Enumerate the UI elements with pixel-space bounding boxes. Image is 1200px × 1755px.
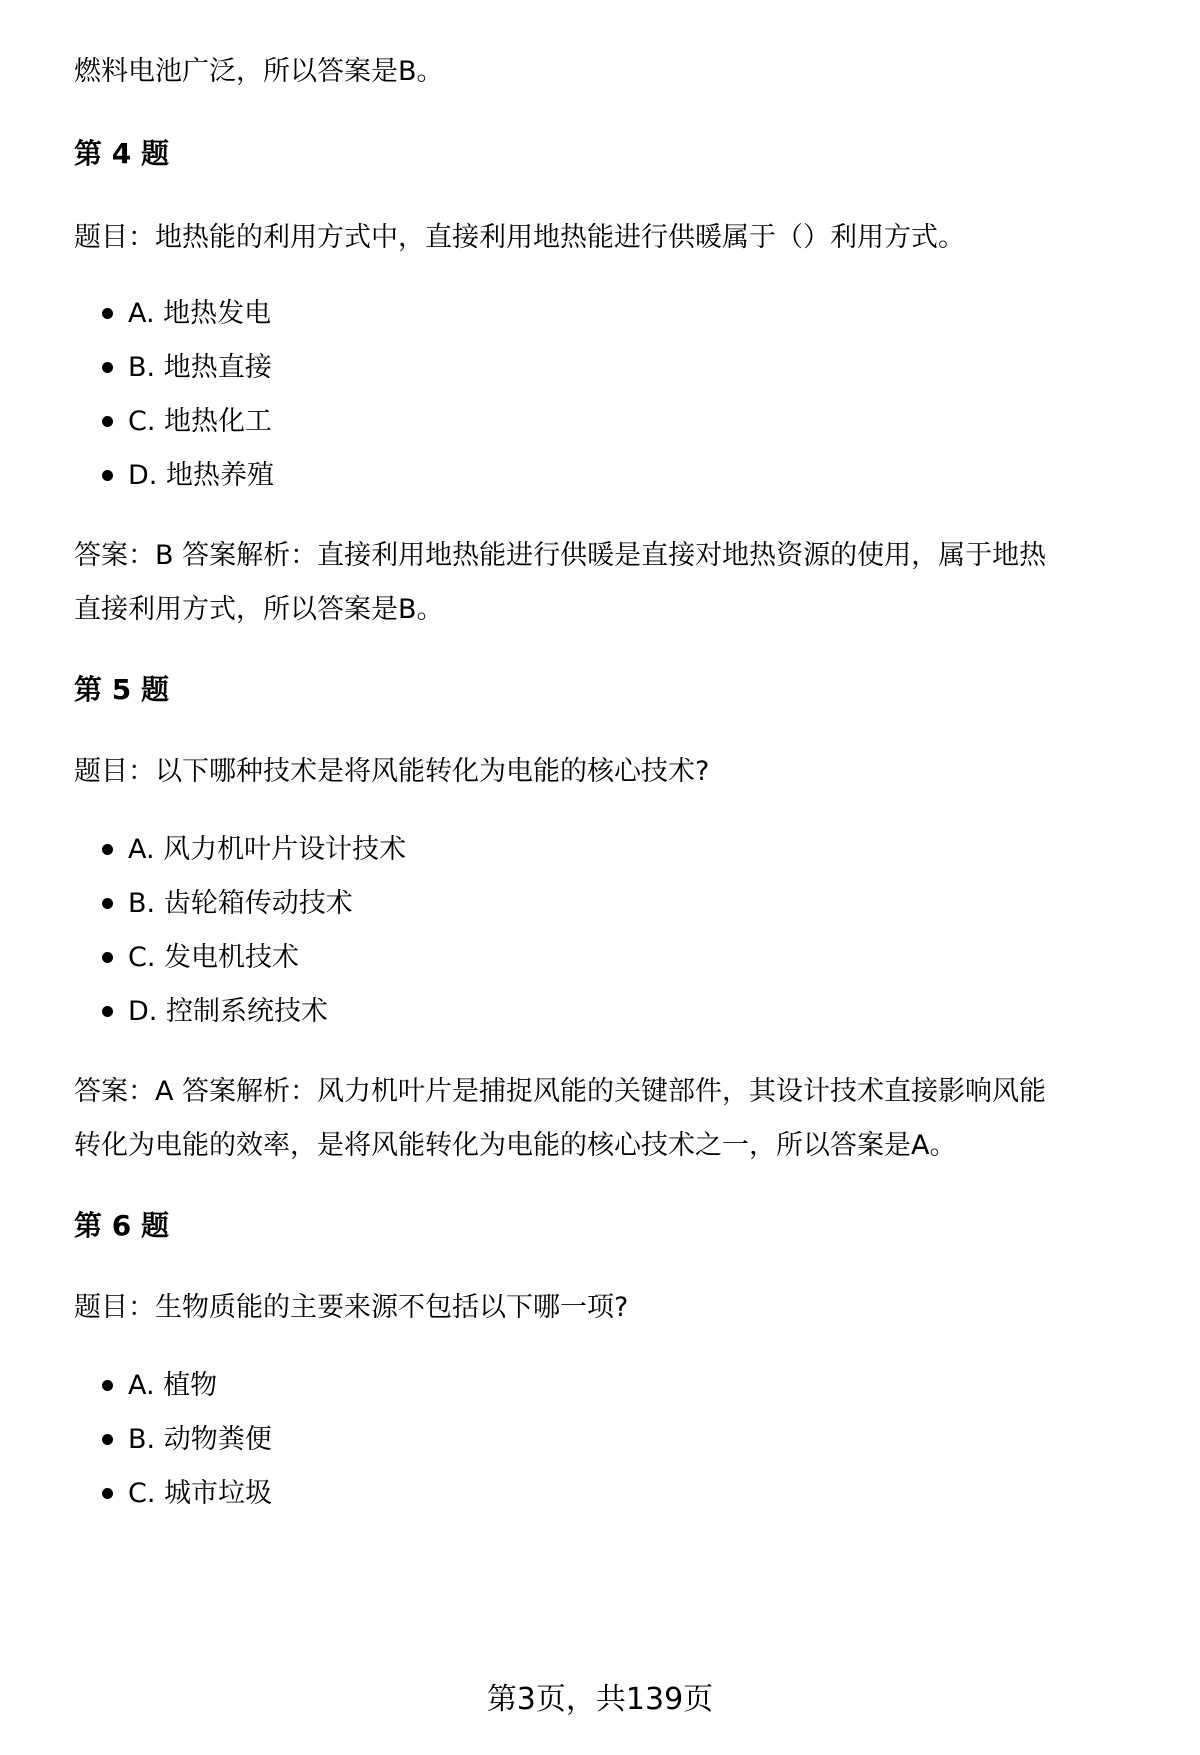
question-5-option-c: C. 发电机技术: [128, 928, 299, 988]
question-6-option-c: C. 城市垃圾: [128, 1464, 272, 1524]
bullet-icon: [102, 416, 113, 427]
question-5-answer-line-2: 转化为电能的效率，是将风能转化为电能的核心技术之一，所以答案是A。: [74, 1130, 957, 1161]
question-4-stem: 题目：地热能的利用方式中，直接利用地热能进行供暖属于（）利用方式。: [74, 222, 965, 253]
bullet-icon: [102, 470, 113, 481]
bullet-icon: [102, 1434, 113, 1445]
bullet-icon: [102, 308, 113, 319]
bullet-icon: [102, 952, 113, 963]
question-6-heading: 第 6 题: [74, 1209, 169, 1242]
question-4-answer-line-1: 答案：B 答案解析：直接利用地热能进行供暖是直接对地热资源的使用，属于地热: [74, 540, 1047, 571]
question-4-option-b: B. 地热直接: [128, 338, 272, 398]
question-4-option-d: D. 地热养殖: [128, 446, 274, 506]
question-6-option-b: B. 动物粪便: [128, 1410, 272, 1470]
question-4-answer-line-2: 直接利用方式，所以答案是B。: [74, 594, 444, 625]
question-5-option-d: D. 控制系统技术: [128, 982, 328, 1042]
bullet-icon: [102, 1006, 113, 1017]
question-4-option-c: C. 地热化工: [128, 392, 272, 452]
question-5-heading: 第 5 题: [74, 673, 169, 706]
question-6-stem: 题目：生物质能的主要来源不包括以下哪一项?: [74, 1292, 629, 1323]
bullet-icon: [102, 898, 113, 909]
bullet-icon: [102, 844, 113, 855]
bullet-icon: [102, 1488, 113, 1499]
intro-line: 燃料电池广泛，所以答案是B。: [74, 56, 444, 87]
question-5-stem: 题目：以下哪种技术是将风能转化为电能的核心技术?: [74, 756, 710, 787]
question-5-answer-line-1: 答案：A 答案解析：风力机叶片是捕捉风能的关键部件，其设计技术直接影响风能: [74, 1076, 1047, 1107]
question-5-option-b: B. 齿轮箱传动技术: [128, 874, 353, 934]
question-4-heading: 第 4 题: [74, 137, 169, 170]
bullet-icon: [102, 1380, 113, 1391]
question-6-option-a: A. 植物: [128, 1356, 217, 1416]
bullet-icon: [102, 362, 113, 373]
question-4-option-a: A. 地热发电: [128, 284, 271, 344]
document-page: [74, 0, 1154, 1755]
question-5-option-a: A. 风力机叶片设计技术: [128, 820, 406, 880]
page-footer: 第3页，共139页: [486, 1682, 714, 1717]
